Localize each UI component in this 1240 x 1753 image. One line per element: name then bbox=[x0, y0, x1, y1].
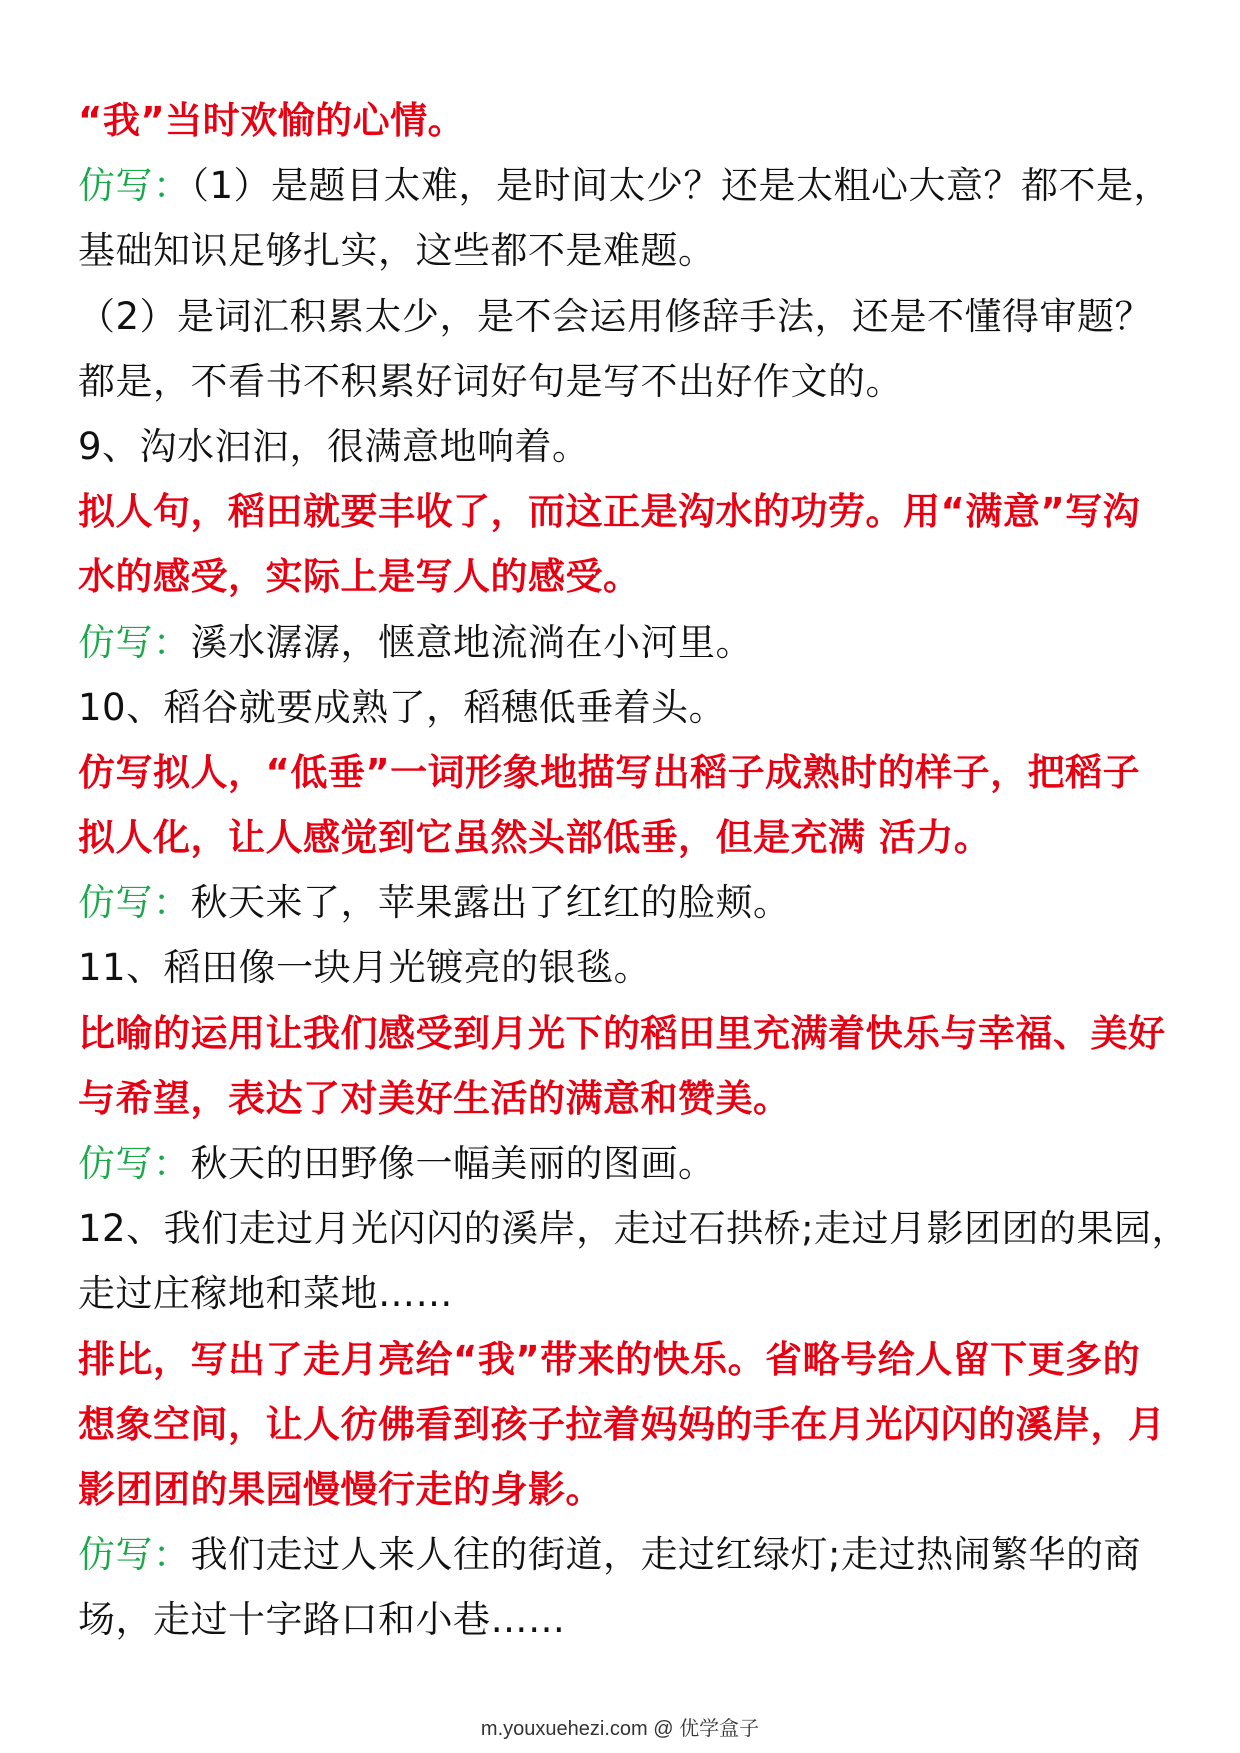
text-segment: （1）是题目太难，是时间太少？还是太粗心大意？都不是， bbox=[190, 164, 1172, 208]
text-line bbox=[78, 88, 1168, 153]
text-line bbox=[78, 284, 1168, 349]
text-segment: 秋天来了，苹果露出了红红的脸颊。 bbox=[190, 881, 791, 925]
text-line bbox=[78, 414, 1168, 479]
page-footer-watermark: m.youxuehezi.com @ 优学盒子 bbox=[480, 1718, 760, 1740]
text-segment: 11、稻田像一块月光镀亮的银毯。 bbox=[78, 946, 652, 990]
text-line bbox=[78, 1131, 1168, 1196]
imitation-label: 仿写： bbox=[78, 164, 191, 208]
analysis-text: 拟人化，让人感觉到它虽然头部低垂，但是充满 活力。 bbox=[78, 816, 992, 860]
text-line bbox=[78, 479, 1168, 544]
imitation-label: 仿写： bbox=[78, 881, 191, 925]
text-line bbox=[78, 1196, 1190, 1261]
analysis-text: 水的感受，实际上是写人的感受。 bbox=[78, 555, 641, 599]
document-body bbox=[78, 88, 1190, 1653]
analysis-text: 排比，写出了走月亮给“我”带来的快乐。省略号给人留下更多的 bbox=[78, 1337, 1141, 1381]
text-line bbox=[78, 740, 1168, 805]
text-line bbox=[78, 870, 1168, 935]
text-segment: （2）是词汇积累太少，是不会运用修辞手法，还是不懂得审题？ bbox=[78, 294, 1153, 338]
text-segment: 走过庄稼地和菜地…… bbox=[78, 1272, 453, 1316]
text-line bbox=[78, 1261, 1168, 1326]
text-segment: 基础知识足够扎实，这些都不是难题。 bbox=[78, 229, 716, 273]
imitation-label: 仿写： bbox=[78, 1533, 191, 1577]
analysis-text: 比喻的运用让我们感受到月光下的稻田里充满着快乐与幸福、美好 bbox=[78, 1011, 1166, 1055]
text-line bbox=[78, 1392, 1168, 1457]
text-line bbox=[78, 1001, 1168, 1066]
text-line bbox=[78, 218, 1168, 283]
text-line bbox=[78, 153, 1172, 218]
analysis-text: “我”当时欢愉的心情。 bbox=[78, 99, 466, 142]
text-line bbox=[78, 610, 1168, 675]
text-line bbox=[78, 935, 1168, 1000]
text-line bbox=[78, 805, 1168, 870]
analysis-text: 拟人句，稻田就要丰收了，而这正是沟水的功劳。用“满意”写沟 bbox=[78, 490, 1141, 534]
text-segment: 都是，不看书不积累好词好句是写不出好作文的。 bbox=[78, 359, 903, 403]
imitation-label: 仿写： bbox=[78, 620, 191, 664]
text-segment: 溪水潺潺，惬意地流淌在小河里。 bbox=[190, 620, 753, 664]
analysis-text: 与希望，表达了对美好生活的满意和赞美。 bbox=[78, 1076, 791, 1120]
text-segment: 我们走过人来人往的街道，走过红绿灯;走过热闹繁华的商 bbox=[190, 1533, 1141, 1577]
text-line bbox=[78, 1457, 1168, 1522]
text-line bbox=[78, 675, 1168, 740]
text-line bbox=[78, 1066, 1168, 1131]
text-line bbox=[78, 1587, 1168, 1652]
text-segment: 10、稻谷就要成熟了，稻穗低垂着头。 bbox=[78, 685, 727, 729]
analysis-text: 想象空间，让人彷佛看到孩子拉着妈妈的手在月光闪闪的溪岸，月 bbox=[78, 1402, 1166, 1446]
text-line bbox=[78, 544, 1168, 609]
text-segment: 场，走过十字路口和小巷…… bbox=[78, 1598, 566, 1642]
text-line bbox=[78, 349, 1168, 414]
analysis-text: 影团团的果园慢慢行走的身影。 bbox=[78, 1467, 603, 1511]
text-line bbox=[78, 1522, 1168, 1587]
text-segment: 12、我们走过月光闪闪的溪岸，走过石拱桥;走过月影团团的果园， bbox=[78, 1207, 1190, 1251]
imitation-label: 仿写： bbox=[78, 1142, 191, 1185]
text-segment: 9、沟水汩汩，很满意地响着。 bbox=[78, 424, 590, 468]
analysis-text: 仿写拟人，“低垂”一词形象地描写出稻子成熟时的样子，把稻子 bbox=[78, 750, 1141, 794]
text-line bbox=[78, 1327, 1168, 1392]
text-segment: 秋天的田野像一幅美丽的图画。 bbox=[190, 1142, 716, 1185]
